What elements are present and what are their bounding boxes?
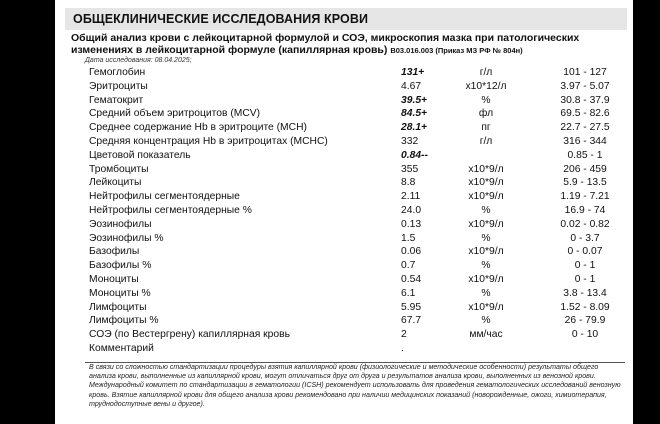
parameter-name: Лейкоциты [89,177,142,189]
reference-range: 1.19 - 7.21 [560,191,610,203]
parameter-name: Комментарий [89,342,154,354]
reference-range: 0.85 - 1 [567,149,603,161]
parameter-name: Лимфоциты % [89,315,159,327]
result-value: 8.8 [401,177,416,189]
unit: x10*9/л [468,177,504,189]
section-title: ОБЩЕКЛИНИЧЕСКИЕ ИССЛЕДОВАНИЯ КРОВИ [73,12,369,26]
parameter-name: Нейтрофилы сегментоядерные % [89,204,252,216]
reference-range: 5.9 - 13.5 [563,177,607,189]
result-value: 0.84-- [401,149,428,161]
reference-range: 0 - 1 [574,273,596,285]
report-page [55,0,633,424]
reference-range: 0 - 1 [574,260,596,272]
unit: % [481,260,491,272]
reference-range: 16.9 - 74 [564,204,606,216]
result-value: 332 [401,135,419,147]
unit: x10*9/л [468,273,504,285]
result-value: . [401,342,404,354]
parameter-name: Эозинофилы [89,218,152,230]
parameter-name: Средний объем эритроцитов (MCV) [89,108,261,120]
unit: x10*9/л [468,218,504,230]
reference-range: 69.5 - 82.6 [560,108,610,120]
reference-range: 206 - 459 [563,163,607,175]
research-date: Дата исследования: 08.04.2025; [85,57,192,64]
table-row [55,218,633,232]
section-header [65,8,627,30]
parameter-name: Эритроциты [89,80,148,92]
result-value: 6.1 [401,287,416,299]
disclaimer-note: В связи со сложностью стандартизации процедуры взятия капиллярной крови (физиологические и методические особенности) результаты общего анализа крови, выполненные из капиллярной крови, могут отличаться друг от друга и результатов анализа крови, выполненных из венозной крови. Международный комитет по стандартизации в гематологии (ICSH) рекомендует использовать для проведения гематологических исследований венозную кровь. Взятие капиллярной крови для общего анализа крови рекомендовано при наличии медицинских показаний (новорожденные, ожоги, химиотерапия, труднодоступные вены и другое). [89,363,621,408]
result-value: 67.7 [401,315,422,327]
test-subtitle [71,32,623,57]
result-value: 24.0 [401,204,422,216]
parameter-name: СОЭ (по Вестергрену) капиллярная кровь [89,329,290,341]
table-row [55,314,633,328]
result-value: 2 [401,329,407,341]
table-row [55,204,633,218]
results-table [55,66,633,356]
reference-range: 0.02 - 0.82 [560,218,610,230]
table-row [55,176,633,190]
unit: % [481,232,491,244]
table-row [55,107,633,121]
unit: % [481,315,491,327]
unit: пг [481,122,491,134]
table-row [55,259,633,273]
parameter-name: Лимфоциты [89,301,147,313]
table-row [55,287,633,301]
reference-range: 3.8 - 13.4 [563,287,607,299]
reference-range: 101 - 127 [563,67,607,78]
result-value: 0.54 [401,273,422,285]
table-row [55,66,633,80]
result-value: 1.5 [401,232,416,244]
table-row [55,135,633,149]
reference-range: 316 - 344 [563,135,607,147]
unit: г/л [479,67,493,78]
result-value: 0.7 [401,260,416,272]
reference-range: 3.97 - 5.07 [560,80,610,92]
table-row [55,301,633,315]
unit: x10*12/л [465,80,507,92]
result-value: 39.5+ [401,94,428,106]
parameter-name: Гемоглобин [89,67,146,78]
table-row [55,190,633,204]
result-value: 5.95 [401,301,422,313]
table-row [55,342,633,356]
table-row [55,121,633,135]
table-row [55,273,633,287]
table-row [55,328,633,342]
table-row [55,163,633,177]
table-row [55,80,633,94]
result-value: 0.06 [401,246,422,258]
result-value: 131+ [401,67,425,78]
parameter-name: Средняя концентрация Hb в эритроцитах (MCHC) [89,135,328,147]
unit: % [481,94,491,106]
unit: мм/час [469,329,503,341]
parameter-name: Нейтрофилы сегментоядерные [89,191,240,203]
result-value: 2.11 [401,191,421,203]
result-value: 4.67 [401,80,422,92]
test-name: Общий анализ крови с лейкоцитарной формулой и СОЭ, микроскопия мазка при патологических изменениях в лейкоцитарной формуле (капиллярная кровь) [71,32,580,56]
parameter-name: Гематокрит [89,94,144,106]
unit: x10*9/л [468,163,504,175]
order-code: B03.016.003 (Приказ МЗ РФ № 804н) [390,46,523,55]
reference-range: 0 - 3.7 [570,232,600,244]
unit: % [481,204,491,216]
parameter-name: Эозинофилы % [89,232,164,244]
parameter-name: Тромбоциты [89,163,149,175]
unit: фл [478,108,494,120]
reference-range: 0 - 0.07 [567,246,603,258]
parameter-name: Базофилы [89,246,140,258]
result-value: 355 [401,163,419,175]
table-row [55,245,633,259]
table-row [55,94,633,108]
reference-range: 22.7 - 27.5 [560,122,610,134]
parameter-name: Среднее содержание Hb в эритроците (MCH) [89,122,307,134]
reference-range: 26 - 79.9 [564,315,606,327]
parameter-name: Цветовой показатель [89,149,191,161]
reference-range: 30.8 - 37.9 [560,94,610,106]
result-value: 28.1+ [401,122,428,134]
reference-range: 0 - 10 [571,329,599,341]
unit: % [481,287,491,299]
unit: x10*9/л [468,246,504,258]
parameter-name: Моноциты % [89,287,151,299]
unit: x10*9/л [468,301,504,313]
result-value: 0.13 [401,218,422,230]
result-value: 84.5+ [401,108,428,120]
table-row [55,232,633,246]
unit: x10*9/л [468,191,504,203]
unit: г/л [479,135,493,147]
table-row [55,149,633,163]
parameter-name: Базофилы % [89,260,152,272]
parameter-name: Моноциты [89,273,139,285]
reference-range: 1.52 - 8.09 [560,301,610,313]
